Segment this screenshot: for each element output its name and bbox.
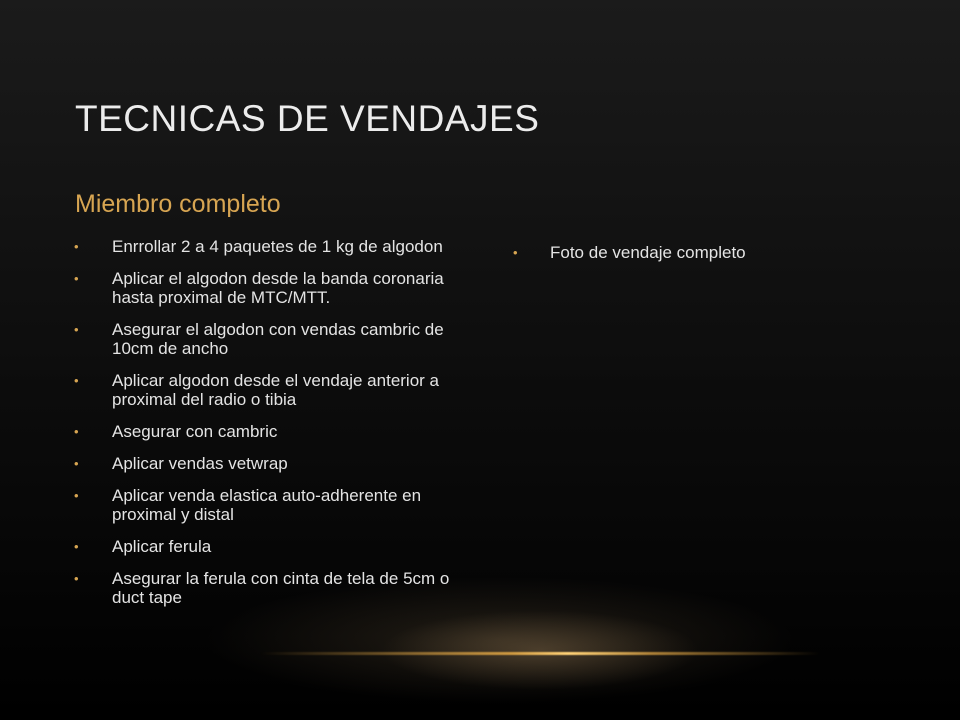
slide-subtitle: Miembro completo — [75, 190, 281, 218]
bullet-text: Aplicar vendas vetwrap — [112, 454, 288, 473]
bullet-icon: • — [74, 322, 79, 337]
bullet-icon: • — [74, 571, 79, 586]
bullet-text: Asegurar el algodon con vendas cambric de 10cm de ancho — [112, 320, 444, 358]
bullet-icon: • — [513, 245, 518, 260]
list-item — [74, 371, 464, 409]
bullet-icon: • — [74, 373, 79, 388]
list-item — [74, 569, 464, 607]
list-item — [74, 454, 464, 473]
list-item — [74, 486, 464, 524]
list-item — [74, 269, 464, 307]
list-item — [513, 243, 893, 262]
bullet-icon: • — [74, 271, 79, 286]
decorative-gold-line — [260, 652, 820, 655]
bullet-text: Asegurar la ferula con cinta de tela de 5cm o duct tape — [112, 569, 450, 607]
bullet-text: Foto de vendaje completo — [550, 243, 746, 262]
list-item — [74, 422, 464, 441]
bullet-text: Aplicar ferula — [112, 537, 212, 556]
bullet-icon: • — [74, 539, 79, 554]
bullet-icon: • — [74, 424, 79, 439]
bullet-text: Enrrollar 2 a 4 paquetes de 1 kg de algodon — [112, 237, 443, 256]
bullet-text: Aplicar algodon desde el vendaje anterior a proximal del radio o tibia — [112, 371, 440, 409]
list-item — [74, 237, 464, 256]
left-bullet-list — [74, 237, 464, 620]
list-item — [74, 320, 464, 358]
bullet-icon: • — [74, 239, 79, 254]
list-item — [74, 537, 464, 556]
right-bullet-list — [513, 243, 893, 275]
bullet-text: Aplicar el algodon desde la banda coronaria hasta proximal de MTC/MTT. — [112, 269, 444, 307]
bullet-icon: • — [74, 488, 79, 503]
bullet-text: Asegurar con cambric — [112, 422, 278, 441]
slide-title: TECNICAS DE VENDAJES — [75, 98, 540, 139]
bullet-icon: • — [74, 456, 79, 471]
decorative-glow — [380, 610, 700, 690]
bullet-text: Aplicar venda elastica auto-adherente en proximal y distal — [112, 486, 422, 524]
